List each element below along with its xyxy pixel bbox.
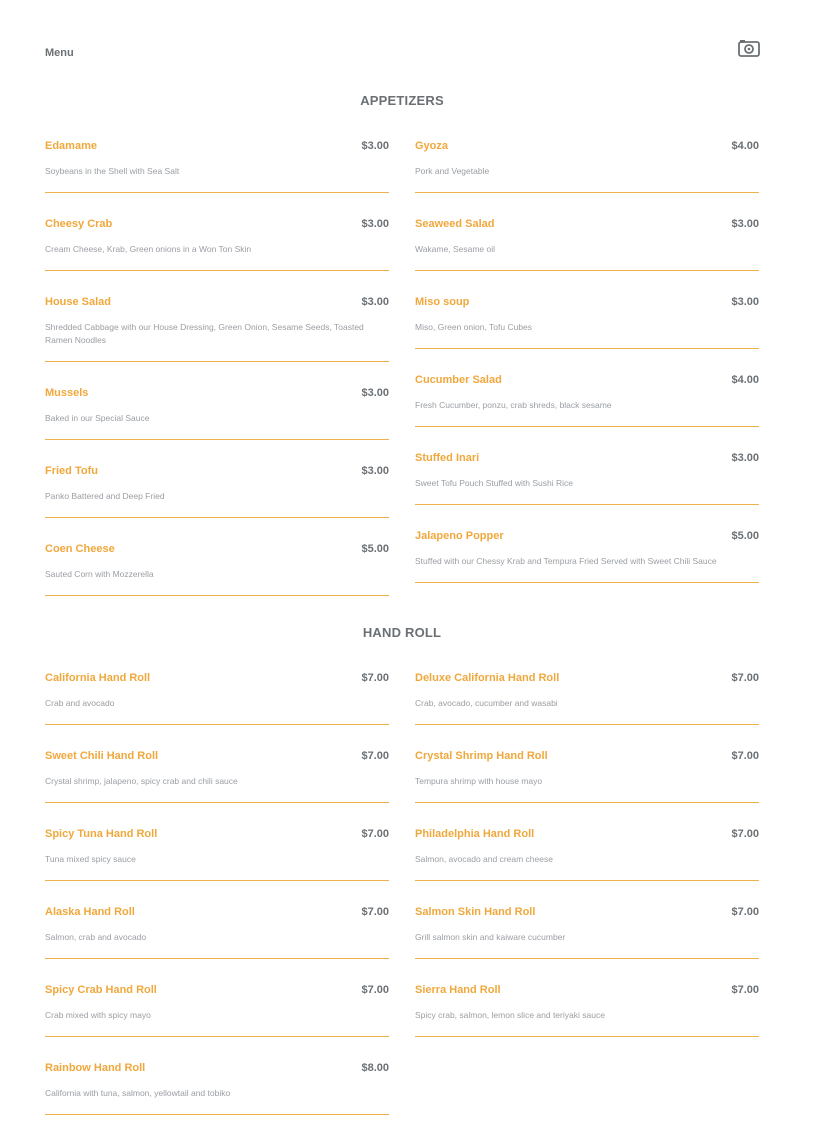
menu-item-name: Mussels [45,387,89,399]
menu-item-price: $3.00 [361,465,389,477]
menu-item-description: Crab mixed with spicy mayo [45,1010,151,1020]
page-title: Menu [45,47,74,59]
menu-item-description: Sweet Tofu Pouch Stuffed with Sushi Rice [415,478,573,488]
menu-item-description: Miso, Green onion, Tofu Cubes [415,322,533,332]
menu-item-description: Fresh Cucumber, ponzu, crab shreds, black sesame [415,400,612,410]
menu-item-price: $7.00 [361,906,389,918]
menu-item-price: $3.00 [731,296,759,308]
menu-item-description: Wakame, Sesame oil [415,244,495,254]
menu-item-price: $7.00 [731,750,759,762]
menu-item-description: Crab, avocado, cucumber and wasabi [415,698,558,708]
menu-item-price: $3.00 [361,218,389,230]
section-title-appetizers: APPETIZERS [360,93,444,108]
menu-item-description: Crab and avocado [45,698,115,708]
menu-item-description: Pork and Vegetable [415,166,490,176]
menu-item-price: $7.00 [361,750,389,762]
menu-item-price: $7.00 [731,828,759,840]
menu-item[interactable] [415,452,759,505]
menu-item-description: Soybeans in the Shell with Sea Salt [45,166,180,176]
menu-item-description: Shredded Cabbage with our House Dressing, Green Onion, Sesame Seeds, Toasted Ramen Noodles [45,322,364,345]
menu-item-name: Spicy Crab Hand Roll [45,984,157,996]
menu-item[interactable] [45,672,389,725]
menu-item-description: Crystal shrimp, jalapeno, spicy crab and chili sauce [45,776,238,786]
menu-item[interactable] [415,374,759,427]
menu-item[interactable] [415,672,759,725]
menu-item[interactable] [415,218,759,271]
menu-item-header [45,984,389,997]
menu-item[interactable] [45,984,389,1037]
menu-item-header [45,387,389,400]
menu-item-name: Alaska Hand Roll [45,906,135,918]
menu-item-name: Crystal Shrimp Hand Roll [415,750,548,762]
section-title-hand-roll: HAND ROLL [362,625,442,640]
menu-item[interactable] [45,465,389,518]
menu-item[interactable] [415,828,759,881]
menu-item-price: $7.00 [731,672,759,684]
menu-item[interactable] [45,906,389,959]
menu-item-header [415,530,759,543]
menu-item-price: $4.00 [731,374,759,386]
menu-item-header [415,906,759,919]
menu-item-name: Cheesy Crab [45,218,113,230]
menu-item-name: Stuffed Inari [415,452,480,464]
menu-item-price: $3.00 [731,452,759,464]
menu-item[interactable] [45,1062,389,1115]
menu-item-price: $4.00 [731,140,759,152]
menu-item-name: Jalapeno Popper [415,530,504,542]
menu-item-description: Grill salmon skin and kaiware cucumber [415,932,566,942]
menu-item-price: $7.00 [361,984,389,996]
menu-item-price: $3.00 [361,140,389,152]
menu-item[interactable] [45,750,389,803]
menu-item-name: Seaweed Salad [415,218,495,230]
menu-item-price: $3.00 [361,296,389,308]
menu-item-header [45,750,389,763]
camera-icon[interactable] [738,38,760,58]
menu-item[interactable] [45,543,389,596]
menu-item-name: Deluxe California Hand Roll [415,672,560,684]
menu-item-price: $8.00 [361,1062,389,1074]
menu-item-description: Spicy crab, salmon, lemon slice and teriyaki sauce [415,1010,605,1020]
menu-item-header [415,218,759,231]
menu-item-description: Panko Battered and Deep Fried [45,491,165,501]
menu-item-name: Gyoza [415,140,449,152]
menu-item[interactable] [415,906,759,959]
menu-item-price: $5.00 [731,530,759,542]
menu-item-header [415,984,759,997]
menu-item-name: Sierra Hand Roll [415,984,501,996]
menu-item[interactable] [45,828,389,881]
menu-item-header [45,140,389,153]
menu-item-name: Spicy Tuna Hand Roll [45,828,158,840]
menu-item-description: California with tuna, salmon, yellowtail and tobiko [45,1088,231,1098]
appetizers-right-column [415,140,759,608]
menu-item[interactable] [45,218,389,271]
menu-item-header [45,465,389,478]
menu-item-description: Salmon, avocado and cream cheese [415,854,553,864]
menu-item-header [415,672,759,685]
menu-item-header [415,296,759,309]
menu-item-description: Tuna mixed spicy sauce [45,854,136,864]
menu-item-name: Coen Cheese [45,543,115,555]
menu-item-name: Edamame [45,140,97,152]
menu-item-header [45,1062,389,1075]
menu-item-name: California Hand Roll [45,672,151,684]
menu-item-description: Cream Cheese, Krab, Green onions in a Won Ton Skin [45,244,252,254]
menu-item-name: Fried Tofu [45,465,98,477]
menu-item-header [45,906,389,919]
menu-item-name: Miso soup [415,296,470,308]
menu-item-description: Sauted Corn with Mozzerella [45,569,154,579]
menu-item-description: Baked in our Special Sauce [45,413,150,423]
menu-item[interactable] [45,140,389,193]
menu-item-price: $3.00 [731,218,759,230]
menu-item-price: $7.00 [361,672,389,684]
menu-item[interactable] [415,140,759,193]
menu-item-description: Stuffed with our Chessy Krab and Tempura Fried Served with Sweet Chili Sauce [415,556,717,566]
menu-item[interactable] [45,296,389,362]
menu-item-name: Cucumber Salad [415,374,502,386]
menu-item-name: Sweet Chili Hand Roll [45,750,159,762]
menu-item-header [415,374,759,387]
hand-roll-right-column [415,672,759,1062]
menu-item-price: $7.00 [731,984,759,996]
menu-item-header [415,452,759,465]
hand-roll-left-column [45,672,389,1130]
menu-item-price: $5.00 [361,543,389,555]
menu-item-header [45,828,389,841]
menu-item-header [415,140,759,153]
menu-item-header [45,296,389,309]
menu-item-price: $7.00 [731,906,759,918]
menu-item-name: House Salad [45,296,112,308]
menu-item-header [45,218,389,231]
menu-item-price: $7.00 [361,828,389,840]
menu-item[interactable] [415,750,759,803]
appetizers-left-column [45,140,389,621]
menu-item-header [415,750,759,763]
menu-item-description: Salmon, crab and avocado [45,932,147,942]
menu-item-name: Philadelphia Hand Roll [415,828,535,840]
menu-item[interactable] [415,984,759,1037]
menu-item[interactable] [415,530,759,583]
menu-item-name: Rainbow Hand Roll [45,1062,146,1074]
menu-item[interactable] [45,387,389,440]
menu-item-header [45,543,389,556]
menu-item-name: Salmon Skin Hand Roll [415,906,536,918]
menu-item-header [45,672,389,685]
menu-item-price: $3.00 [361,387,389,399]
menu-item[interactable] [415,296,759,349]
menu-item-header [415,828,759,841]
menu-item-description: Tempura shrimp with house mayo [415,776,543,786]
